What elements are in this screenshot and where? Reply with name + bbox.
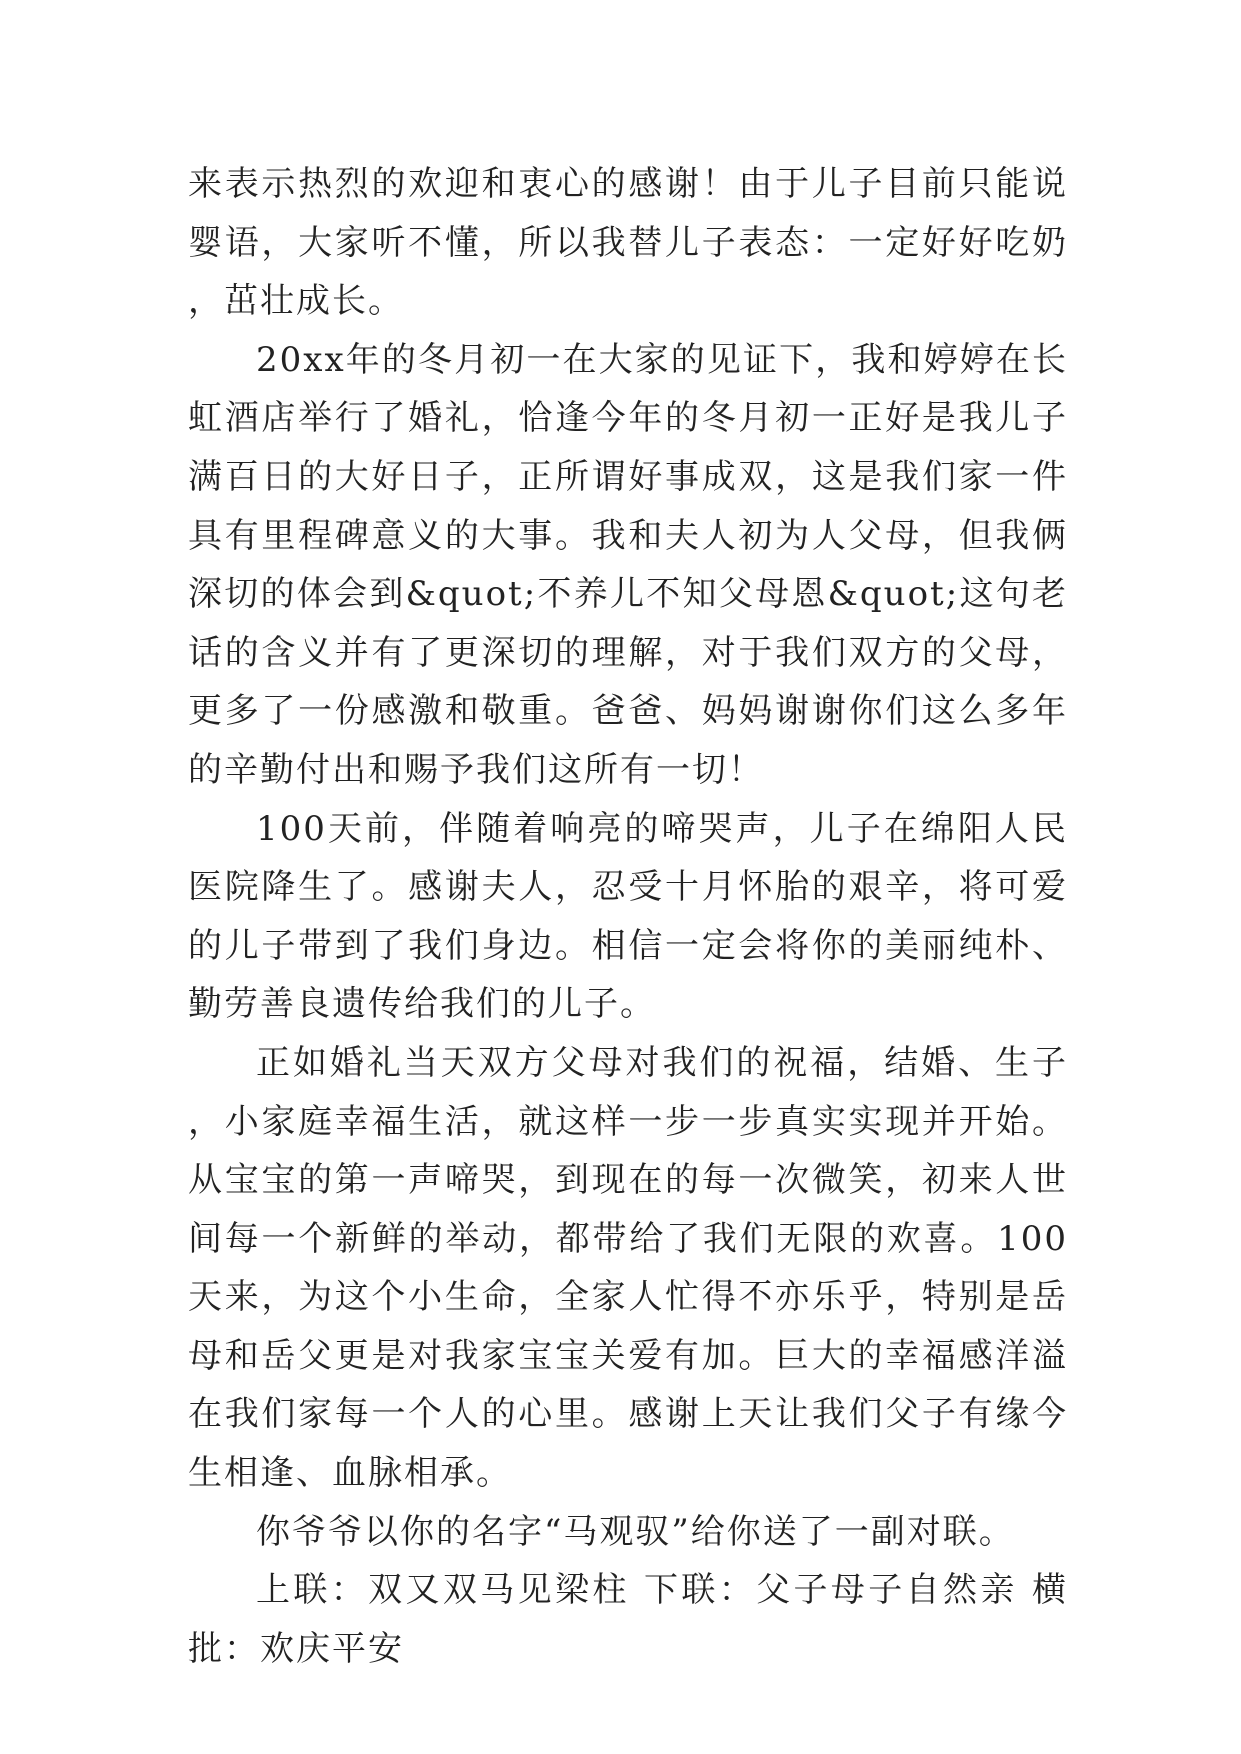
paragraph-couplet: 上联：双又双马见梁柱 下联：父子母子自然亲 横批：欢庆平安 [188,1570,1068,1669]
document-body [188,155,1068,1678]
paragraph-couplet-intro: 你爷爷以你的名字“马观驭”给你送了一副对联。 [256,1511,1015,1552]
paragraph-happiness: 正如婚礼当天双方父母对我们的祝福，结婚、生子，小家庭幸福生活，就这样一步一步真实实现并开始。 从宝宝的第一声啼哭，到现在的每一次微笑，初来人世间每一个新鲜的举动，都带给了我们无限的欢喜。100天来，为这个小生命，全家人忙得不亦乐乎，特别是岳母和岳父更是对我家宝宝关爱有加。巨大的幸福感洋溢在我们家每一个人的心里。感谢上天让我们父子有缘今生相逢、血脉相承。 [188,1042,1068,1494]
paragraph-birth: 100天前，伴随着响亮的啼哭声，儿子在绵阳人民医院降生了。感谢夫人，忍受十月怀胎的艰辛，将可爱的儿子带到了我们身边。相信一定会将你的美丽纯朴、勤劳善良遗传给我们的儿子。 [188,808,1068,1025]
paragraph-wedding: 20xx年的冬月初一在大家的见证下，我和婷婷在长虹酒店举行了婚礼，恰逢今年的冬月初一正好是我儿子满百日的大好日子，正所谓好事成双，这是我们家一件具有里程碑意义的大事。我和夫人初为人父母，但我俩深切的体会到&quot;不养儿不知父母恩&quot;这句老话的含义并有了更深切的理解，对于我们双方的父母，更多了一份感激和敬重。爸爸、妈妈谢谢你们这么多年的辛勤付出和赐予我们这所有一切！ [188,339,1068,790]
paragraph-continuation: 来表示热烈的欢迎和衷心的感谢！由于儿子目前只能说婴语，大家听不懂，所以我替儿子表态：一定好好吃奶，茁壮成长。 [188,164,1068,322]
